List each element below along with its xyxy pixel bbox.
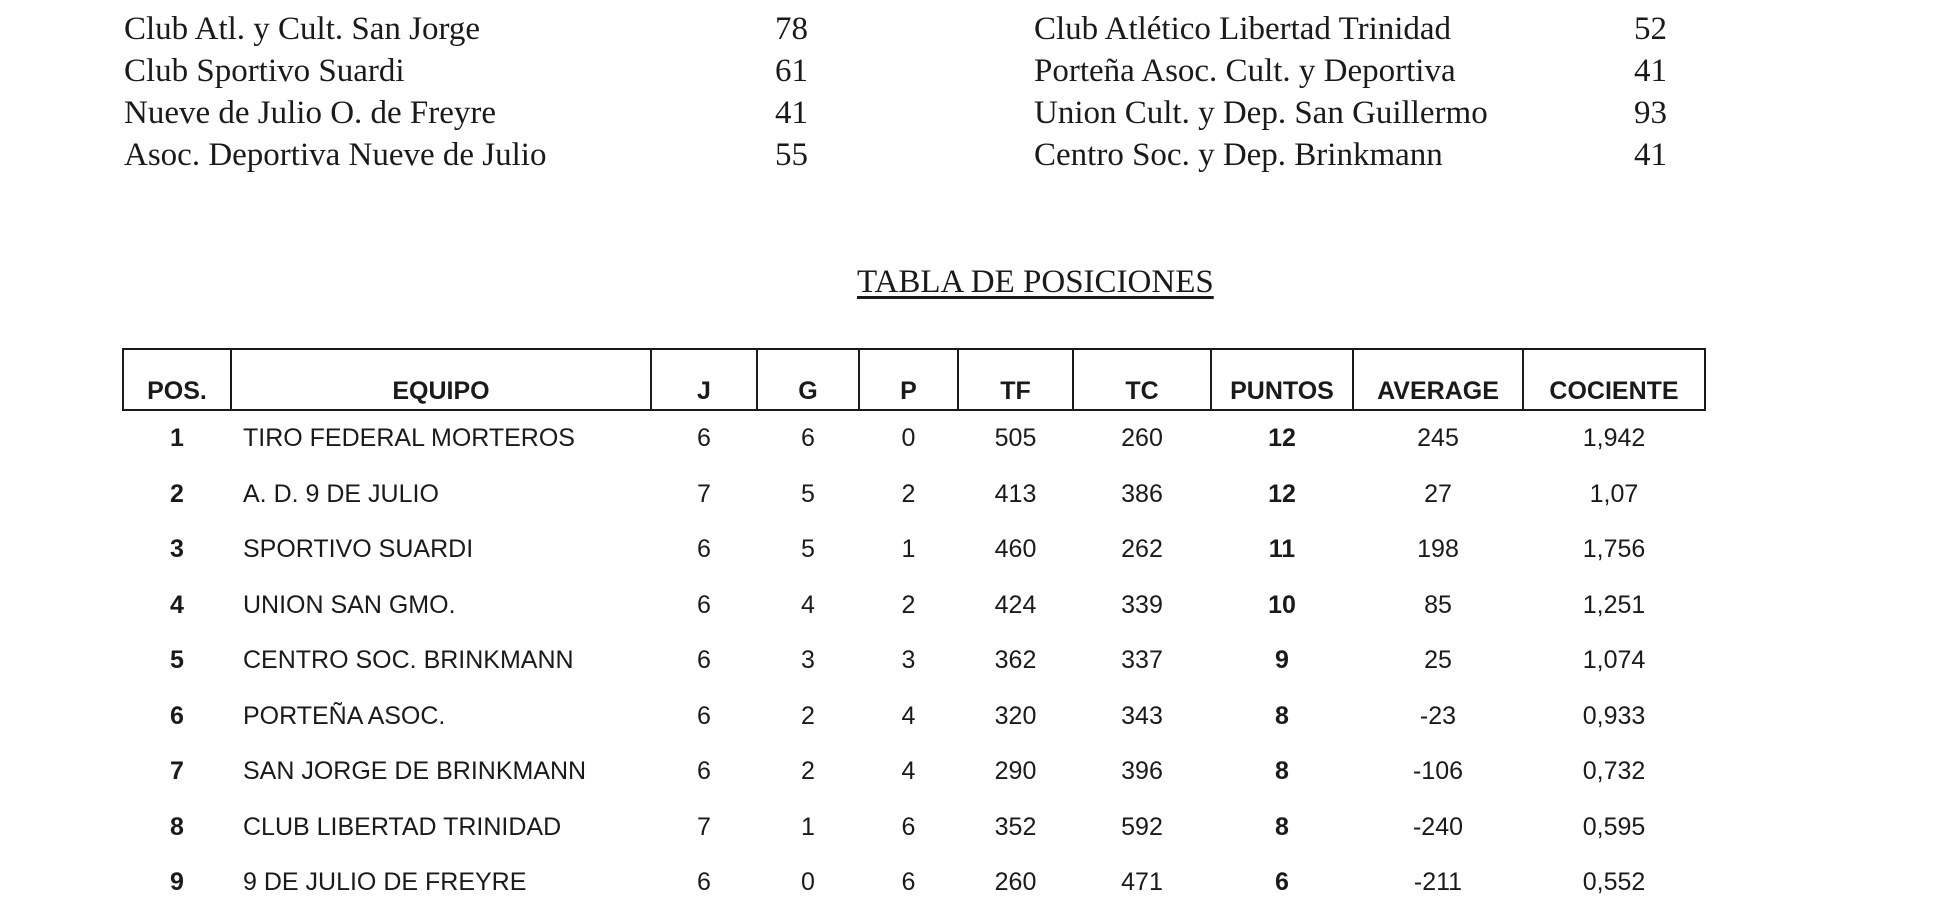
result-team: Club Atlético Libertad Trinidad	[1034, 11, 1452, 47]
result-team: Porteña Asoc. Cult. y Deportiva	[1034, 53, 1456, 89]
cell-points-for: 290	[994, 757, 1037, 786]
cell-points-for: 320	[994, 701, 1037, 730]
table-row	[123, 467, 1705, 523]
cell-played: 7	[697, 479, 711, 508]
cell-lost: 4	[901, 757, 916, 786]
cell-pos: 6	[170, 701, 184, 730]
cell-points: 11	[1268, 535, 1296, 564]
cell-played: 6	[697, 757, 711, 786]
cell-ratio: 0,933	[1582, 701, 1646, 730]
cell-average: -211	[1413, 868, 1463, 897]
cell-lost: 0	[901, 424, 916, 453]
cell-ratio: 1,07	[1589, 479, 1639, 508]
cell-points: 8	[1275, 701, 1289, 730]
results-right-column	[1034, 8, 1667, 176]
table-row	[123, 855, 1705, 911]
cell-average: 85	[1424, 590, 1452, 619]
cell-points-against: 592	[1121, 812, 1163, 841]
standings-header-row	[123, 349, 1705, 410]
cell-played: 6	[697, 646, 711, 675]
cell-pos: 4	[170, 590, 184, 619]
cell-points: 6	[1275, 868, 1289, 897]
cell-points: 12	[1268, 424, 1296, 453]
cell-lost: 2	[901, 590, 916, 619]
cell-won: 0	[801, 868, 815, 897]
cell-points-against: 337	[1121, 646, 1163, 675]
cell-team: SPORTIVO SUARDI	[243, 535, 474, 564]
cell-team: UNION SAN GMO.	[243, 590, 456, 619]
result-score: 55	[775, 137, 808, 173]
cell-points-against: 339	[1121, 590, 1163, 619]
cell-played: 6	[697, 535, 711, 564]
result-score: 78	[775, 11, 808, 47]
result-team: Club Atl. y Cult. San Jorge	[124, 11, 481, 47]
cell-average: -240	[1412, 812, 1464, 841]
cell-points: 8	[1275, 757, 1289, 786]
result-row	[1034, 92, 1667, 134]
cell-points-for: 424	[994, 590, 1037, 619]
result-team: Club Sportivo Suardi	[124, 53, 405, 89]
cell-points-against: 343	[1121, 701, 1163, 730]
cell-points-for: 362	[994, 646, 1037, 675]
cell-played: 6	[697, 701, 711, 730]
header-lost: P	[859, 349, 958, 410]
table-row	[123, 410, 1705, 467]
result-team: Union Cult. y Dep. San Guillermo	[1034, 95, 1488, 131]
cell-points-against: 260	[1121, 424, 1163, 453]
header-average: AVERAGE	[1353, 349, 1523, 410]
cell-average: 27	[1424, 479, 1452, 508]
cell-lost: 1	[901, 535, 916, 564]
cell-ratio: 0,552	[1582, 868, 1646, 897]
standings-title: TABLA DE POSICIONES	[857, 264, 1214, 300]
result-score: 52	[1634, 11, 1667, 47]
cell-won: 3	[801, 646, 815, 675]
cell-points-against: 262	[1121, 535, 1163, 564]
table-row	[123, 633, 1705, 689]
table-row	[123, 744, 1705, 800]
cell-won: 4	[801, 590, 815, 619]
cell-points: 10	[1268, 590, 1296, 619]
cell-ratio: 1,251	[1582, 590, 1646, 619]
cell-won: 2	[801, 701, 815, 730]
cell-played: 6	[697, 868, 711, 897]
cell-team: A. D. 9 DE JULIO	[243, 479, 439, 508]
result-score: 41	[1634, 53, 1667, 89]
cell-team: CLUB LIBERTAD TRINIDAD	[243, 812, 562, 841]
cell-played: 6	[697, 424, 711, 453]
cell-ratio: 1,756	[1582, 535, 1646, 564]
result-row	[124, 8, 808, 50]
cell-pos: 8	[170, 812, 184, 841]
cell-points-for: 352	[994, 812, 1037, 841]
cell-ratio: 0,595	[1582, 812, 1646, 841]
result-row	[124, 134, 808, 176]
cell-team: PORTEÑA ASOC.	[243, 701, 446, 730]
cell-points-for: 413	[994, 479, 1037, 508]
cell-points-against: 386	[1121, 479, 1163, 508]
cell-played: 7	[697, 812, 711, 841]
header-played: J	[651, 349, 757, 410]
cell-team: CENTRO SOC. BRINKMANN	[243, 646, 574, 675]
cell-won: 5	[801, 479, 815, 508]
cell-lost: 2	[901, 479, 916, 508]
table-row	[123, 800, 1705, 856]
result-row	[124, 50, 808, 92]
result-team: Asoc. Deportiva Nueve de Julio	[124, 137, 547, 173]
cell-pos: 1	[170, 424, 184, 453]
result-score: 41	[1634, 137, 1667, 173]
result-row	[1034, 50, 1667, 92]
result-row	[1034, 134, 1667, 176]
table-row	[123, 578, 1705, 634]
cell-pos: 9	[170, 868, 184, 897]
cell-pos: 5	[170, 646, 184, 675]
cell-lost: 6	[901, 812, 916, 841]
cell-points: 12	[1268, 479, 1296, 508]
header-won: G	[757, 349, 859, 410]
table-row	[123, 522, 1705, 578]
cell-points-against: 396	[1121, 757, 1163, 786]
cell-average: 245	[1417, 424, 1459, 453]
cell-team: SAN JORGE DE BRINKMANN	[243, 757, 587, 786]
cell-average: -23	[1419, 701, 1457, 730]
result-team: Nueve de Julio O. de Freyre	[124, 95, 497, 131]
cell-pos: 2	[170, 479, 184, 508]
cell-pos: 7	[170, 757, 184, 786]
table-row	[123, 689, 1705, 745]
result-row	[1034, 8, 1667, 50]
header-ratio: COCIENTE	[1523, 349, 1705, 410]
cell-points-against: 471	[1121, 868, 1163, 897]
standings-table	[122, 348, 1706, 911]
cell-won: 6	[801, 424, 815, 453]
result-score: 61	[775, 53, 808, 89]
header-points: PUNTOS	[1211, 349, 1353, 410]
cell-average: -106	[1412, 757, 1464, 786]
header-pos: POS.	[123, 349, 231, 410]
cell-won: 5	[801, 535, 815, 564]
cell-points-for: 260	[994, 868, 1037, 897]
cell-won: 1	[801, 812, 815, 841]
cell-ratio: 0,732	[1582, 757, 1646, 786]
header-team: EQUIPO	[231, 349, 651, 410]
cell-points-for: 460	[994, 535, 1037, 564]
result-score: 93	[1634, 95, 1667, 131]
cell-team: TIRO FEDERAL MORTEROS	[243, 424, 575, 453]
result-team: Centro Soc. y Dep. Brinkmann	[1034, 137, 1443, 173]
cell-average: 25	[1424, 646, 1452, 675]
cell-won: 2	[801, 757, 815, 786]
result-score: 41	[775, 95, 808, 131]
cell-played: 6	[697, 590, 711, 619]
cell-ratio: 1,942	[1582, 424, 1646, 453]
cell-points: 9	[1275, 646, 1289, 675]
header-points-for: TF	[958, 349, 1073, 410]
cell-lost: 6	[901, 868, 916, 897]
result-row	[124, 92, 808, 134]
cell-lost: 4	[901, 701, 916, 730]
results-left-column	[124, 8, 808, 176]
cell-pos: 3	[170, 535, 184, 564]
cell-points: 8	[1275, 812, 1289, 841]
cell-lost: 3	[901, 646, 916, 675]
cell-team: 9 DE JULIO DE FREYRE	[243, 868, 527, 897]
cell-ratio: 1,074	[1582, 646, 1646, 675]
header-points-against: TC	[1073, 349, 1211, 410]
cell-points-for: 505	[994, 424, 1037, 453]
cell-average: 198	[1417, 535, 1459, 564]
